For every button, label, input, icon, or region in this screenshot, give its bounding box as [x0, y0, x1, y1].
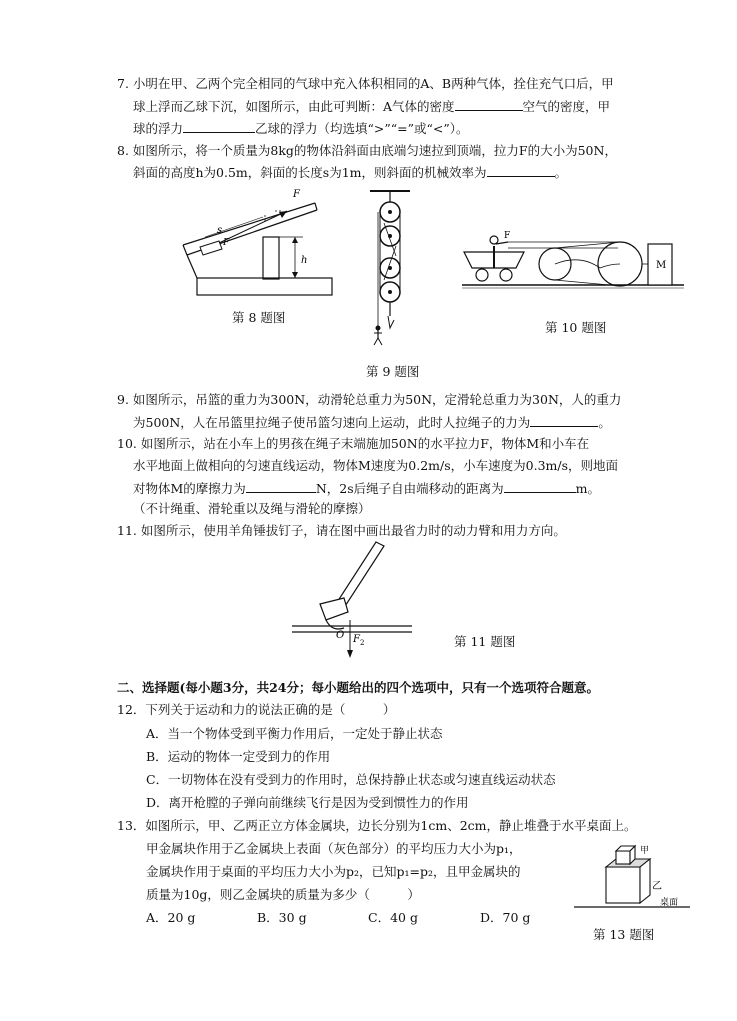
q8-line1: 8. 如图所示，将一个质量为8kg的物体沿斜面由底端匀速拉到顶端，拉力F的大小为50N，: [117, 143, 617, 158]
fig8-incline: [175, 185, 345, 300]
q7-line1: 7. 小明在甲、乙两个完全相同的气球中充入体积相同的A、B两种气体，拴住充气口后，甲: [117, 76, 614, 91]
fig13-jia-label: 甲: [640, 846, 650, 856]
q12-option-c[interactable]: C．一切物体在没有受到力的作用时，总保持静止状态或匀速直线运动状态: [146, 772, 556, 787]
q13-option-d[interactable]: D．70 g: [480, 910, 531, 925]
fig13-caption: 第 13 题图: [593, 927, 655, 942]
q10-line1: 10. 如图所示，站在小车上的男孩在绳子末端施加50N的水平拉力F，物体M和小车在: [117, 436, 590, 451]
q7-line3: 球的浮力 乙球的浮力（均选填“>”“=”或“<”）。: [133, 121, 469, 136]
q13-line4: 质量为10g，则乙金属块的质量为多少（ ）: [146, 887, 420, 902]
q12-option-b[interactable]: B．运动的物体一定受到力的作用: [146, 749, 331, 764]
fig10-cart: [460, 228, 686, 294]
fig8-F2-label: F: [223, 238, 230, 248]
q13-line1: 13．如图所示，甲、乙两正立方体金属块，边长分别为1cm、2cm，静止堆叠于水平桌面上。: [117, 818, 637, 833]
q11-line1: 11. 如图所示，使用羊角锤拔钉子，请在图中画出最省力时的动力臂和用力方向。: [117, 523, 566, 538]
q9-blank[interactable]: [530, 414, 598, 427]
q8-blank[interactable]: [487, 164, 555, 177]
q10-line3: 对物体M的摩擦力为 N，2s后绳子自由端移动的距离为 m。: [133, 481, 600, 496]
q9-line2: 为500N，人在吊篮里拉绳子使吊篮匀速向上运动，此时人拉绳子的力为 。: [133, 415, 611, 430]
fig10-F-label: F: [504, 231, 511, 241]
q7-line2: 球上浮而乙球下沉，如图所示，由此可判断：A气体的密度 空气的密度，甲: [133, 99, 611, 114]
q10-blank1[interactable]: [246, 480, 316, 493]
fig9-pulleys: [360, 188, 420, 348]
q10-line2: 水平地面上做相向的匀速直线运动，物体M速度为0.2m/s，小车速度为0.3m/s，则地面: [133, 458, 619, 473]
q12-stem: 12．下列关于运动和力的说法正确的是（ ）: [117, 702, 396, 717]
q13-option-b[interactable]: B．30 g: [257, 910, 307, 925]
q12-option-d[interactable]: D．离开枪膛的子弹向前继续飞行是因为受到惯性力的作用: [146, 795, 469, 810]
q13-option-c[interactable]: C．40 g: [368, 910, 418, 925]
q9-line1: 9. 如图所示，吊篮的重力为300N，动滑轮总重力为50N，定滑轮总重力为30N，人的重力: [117, 392, 622, 407]
fig11-F2-label: F: [353, 634, 360, 645]
q10-line4: （不计绳重、滑轮重以及绳与滑轮的摩擦）: [133, 501, 371, 516]
fig8-caption: 第 8 题图: [232, 310, 286, 325]
fig9-caption: 第 9 题图: [366, 364, 420, 379]
fig11-caption: 第 11 题图: [454, 634, 516, 649]
fig10-caption: 第 10 题图: [545, 320, 607, 335]
q10-blank2[interactable]: [504, 480, 576, 493]
fig8-h-label: h: [301, 255, 308, 266]
fig13-desk-label: 桌面: [660, 898, 679, 908]
fig11-F2-sub: 2: [360, 639, 365, 647]
q12-option-a[interactable]: A．当一个物体受到平衡力作用后，一定处于静止状态: [146, 726, 443, 741]
fig11-O-label: O: [336, 630, 345, 641]
q7-blank1[interactable]: [455, 98, 523, 111]
fig11-hammer: [290, 540, 415, 660]
q8-line2: 斜面的高度h为0.5m，斜面的长度s为1m，则斜面的机械效率为 。: [133, 165, 568, 180]
q13-line2: 甲金属块作用于乙金属块上表面（灰色部分）的平均压力大小为p₁，: [146, 841, 522, 856]
fig10-M-label: M: [656, 260, 667, 271]
fig8-F-label: F: [293, 189, 300, 200]
fig13-yi-label: 乙: [652, 881, 662, 892]
fig13-cubes: [572, 843, 692, 913]
section2-title: 二、选择题(每小题3分，共24分；每小题给出的四个选项中，只有一个选项符合题意。: [117, 680, 600, 695]
q13-line3: 金属块作用于桌面的平均压力大小为p₂，已知p₁=p₂，且甲金属块的: [146, 864, 521, 879]
fig8-s-label: s: [217, 225, 223, 236]
q7-blank2[interactable]: [183, 120, 255, 133]
q13-option-a[interactable]: A．20 g: [146, 910, 196, 925]
